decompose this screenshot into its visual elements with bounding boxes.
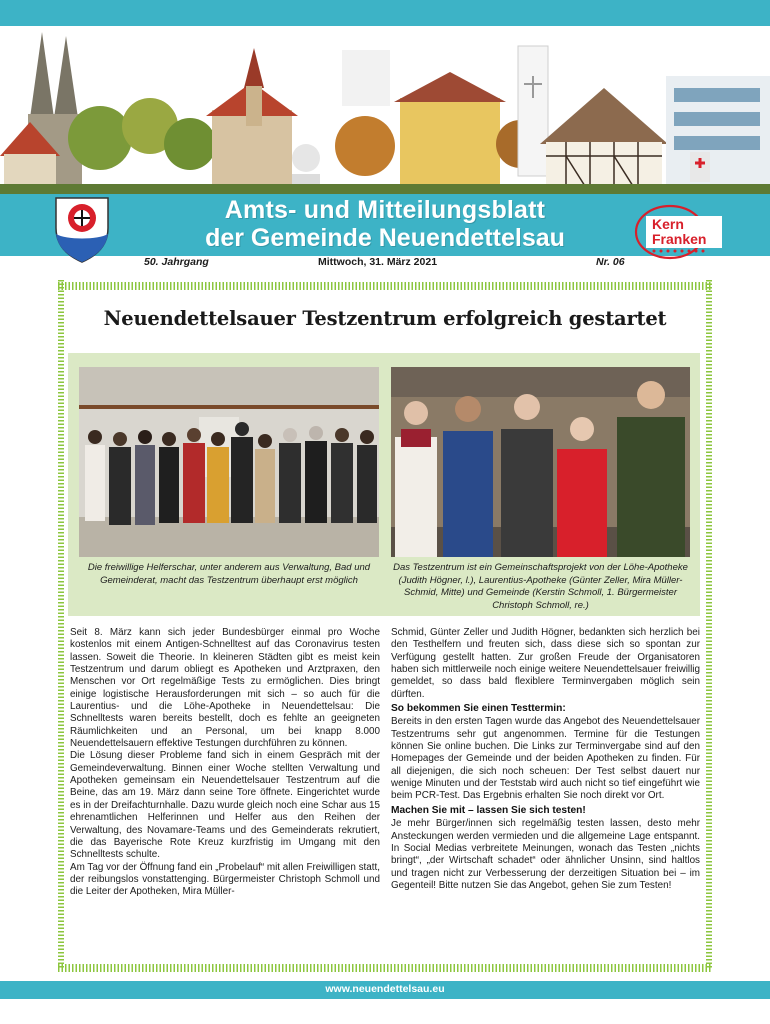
svg-text:Kern: Kern — [652, 216, 684, 232]
decorative-border-left — [58, 280, 64, 968]
paragraph: Je mehr Bürger/innen sich regelmäßig testen lassen, desto mehr Ansteckungen werden vermieden und die allgemeine Lage entspannt. In Social Medias verbreitete Meinungen, wonach das Testen „nichts bringt“, „der Wirtschaft schadet“ oder ähnlicher Unsinn, sind haltlos und tragen nicht zur Verbesserung der derzeitigen Situation bei – im Gegenteil! Bitte nutzen Sie das Angebot, gehen Sie zum Testen! — [391, 818, 700, 891]
issue-date: Mittwoch, 31. März 2021 — [318, 256, 438, 268]
decorative-border-bottom — [58, 964, 712, 972]
subheading-get-tested: Machen Sie mit – lassen Sie sich testen! — [391, 804, 586, 816]
paragraph: Schmid, Günter Zeller und Judith Högner, bedankten sich herzlich bei den Testhelfern und freuten sich, dass diese sich so spontan zur Verfügung gestellt hatten. Zur großen Freude der Organisatoren haben sich mittlerweile noch einige weitere Neuendettelsauer freiwillig gemeldet, so dass bald flexiblere Terminvergaben möglich sein dürften. — [391, 627, 700, 700]
footer-website-link[interactable]: www.neuendettelsau.eu — [325, 983, 445, 995]
photo-project-partners — [391, 367, 690, 557]
article-column-right — [391, 627, 700, 892]
masthead-title-line1: Amts- und Mitteilungsblatt — [224, 196, 546, 224]
masthead-title-line2: der Gemeinde Neuendettelsau — [205, 224, 565, 252]
photo-helpers-group — [79, 367, 379, 557]
article-column-left — [70, 627, 380, 899]
paragraph: Seit 8. März kann sich jeder Bundesbürger einmal pro Woche kostenlos mit einem Antigen-Schnelltest auf das Coronavirus testen lassen. Soweit die Theorie. In kleineren Städten gibt es meist kein Testzentrum und darum obliegt es Apotheken und Arztpraxen, den Menschen vor Ort regelmäßige Tests zu ermöglichen. Dies bringt einige logistische Herausforderungen mit sich – so auch für die Laurentius- und die Löhe-Apotheke in Neuendettelsau: Die Schnelltests waren bereits bestellt, doch es fehlte an geeigneten Räumlichkeiten und an Personal, um bei knapp 8.000 Neuendettelsauern effektive Testungen durchführen zu können. — [70, 627, 380, 750]
paragraph: Bereits in den ersten Tagen wurde das Angebot des Neuendettelsauer Testzentrums sehr gut angenommen. Termine für die Testungen können Sie online buchen. Die Links zur Terminvergabe sind auf den Homepages der Gemeinde und der beiden Apotheken zu finden. Für all diejenigen, die sich noch scheuen: Der Test selbst dauert nur wenige Minuten und der Teststab wird auch nicht so tief eingeführt wie beim PCR-Test. Das Ergebnis erhalten Sie noch direkt vor Ort. — [391, 716, 700, 802]
footer-bar — [0, 981, 770, 999]
paragraph: Die Lösung dieser Probleme fand sich in einem Gespräch mit der Gemeindeverwaltung. Binnen einer Woche stellten Verwaltung und Apotheken gemeinsam ein Neuendettelsauer Testzentrum auf die Beine, das am 19. März dann seine Tore öffnete. Eingerichtet wurde es in der Dreifachturnhalle. Dazu wurde gleich noch eine Schar aus 15 ehrenamtlichen Helferinnen und Helfer aus den Reihen der Verwaltung, des Novamare-Teams und des Gemeinderats rekrutiert, die das Bayerische Rote Kreuz kurzfristig im Umgang mit den Schnelltests schulte. — [70, 750, 380, 861]
caption-partners: Das Testzentrum ist ein Gemeinschaftsprojekt von der Löhe-Apotheke (Judith Högner, l.), Laurentius-Apotheke (Günter Zeller, Mira Müller-Schmid, Mitte) und Gemeinde (Kerstin Schmoll, 1. Bürgermeister Christoph Schmoll, re.) — [393, 562, 688, 611]
issue-number: Nr. 06 — [596, 256, 625, 268]
svg-text:Franken: Franken — [652, 231, 707, 247]
decorative-border-top — [58, 282, 712, 290]
decorative-border-right — [706, 280, 712, 968]
issue-year: 50. Jahrgang — [144, 256, 209, 268]
paragraph: Am Tag vor der Öffnung fand ein „Probelauf“ mit allen Freiwilligen statt, der reibungslos vonstattenging. Bürgermeister Christoph Schmoll und die Leiter der Apotheken, Mira Müller- — [70, 861, 380, 898]
caption-helpers: Die freiwillige Helferschar, unter anderem aus Verwaltung, Bad und Gemeinderat, macht das Testzentrum überhaupt erst möglich — [87, 562, 371, 586]
top-color-bar — [0, 0, 770, 26]
article-headline: Neuendettelsauer Testzentrum erfolgreich gestartet — [103, 307, 667, 330]
kernfranken-logo — [624, 204, 724, 260]
town-skyline-image — [0, 26, 770, 194]
subheading-test-appointment: So bekommen Sie einen Testtermin: — [391, 703, 566, 715]
